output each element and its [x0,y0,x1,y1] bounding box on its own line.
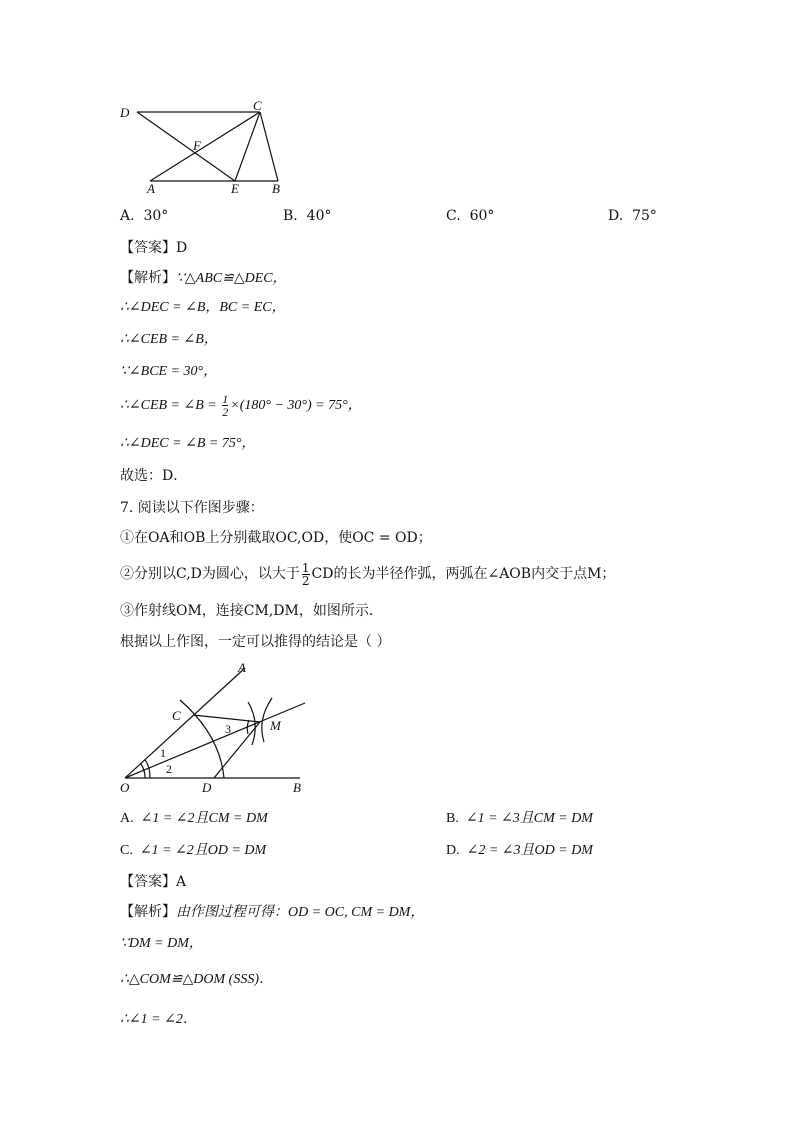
label-B: B [272,181,280,196]
figure-angle-bisector [110,660,320,798]
label-A: A [147,181,155,196]
q6-option-a[interactable]: A. 30° [120,208,169,224]
label-M: M [270,718,281,733]
label-C: C [172,708,181,723]
q6-conclusion: 故选：D． [120,468,188,484]
q6-analysis-line-5: ∴∠CEB = ∠B = $\frac{1}{2}$ ×(180° − 30°) = 75°， [120,392,362,420]
q7-question: 根据以上作图，一定可以推得的结论是（ ） [120,634,391,650]
q6-option-b[interactable]: B. 40° [283,208,332,224]
q6-analysis-line-6: ∴∠DEC = ∠B = 75°， [120,436,256,451]
figure-triangles [110,95,310,200]
q7-analysis-line-2: ∵DM = DM， [120,936,203,951]
label-D: D [120,105,130,120]
q7-analysis-line-4: ∴∠1 = ∠2． [120,1012,197,1027]
label-F: F [193,138,201,153]
label-E: E [231,181,239,196]
q7-option-b[interactable]: B. ∠1 = ∠3且CM = DM [446,811,593,826]
angle-1-label: 1 [160,746,166,760]
q7-analysis-line-1: 【解析】由作图过程可得：OD = OC, CM = DM， [120,904,425,920]
q6-option-c[interactable]: C. 60° [446,208,495,224]
q7-option-a[interactable]: A. ∠1 = ∠2且CM = DM [120,811,268,826]
q7-option-c[interactable]: C. ∠1 = ∠2且OD = DM [120,843,267,858]
q6-answer: 【答案】D [120,240,188,256]
q6-option-d[interactable]: D. 75° [608,208,657,224]
q7-step-2: ②分别以C,D为圆心，以大于 $\frac{1}{2}$ CD的长为半径作弧，两弧在∠AOB内交于点M； [120,560,616,588]
label-B: B [293,780,301,795]
q7-stem: 7. 阅读以下作图步骤： [120,500,264,516]
angle-2-label: 2 [166,762,172,776]
q7-option-d[interactable]: D. ∠2 = ∠3且OD = DM [446,843,593,858]
label-A: A [238,660,246,675]
q6-analysis-line-2: ∴∠DEC = ∠B，BC = EC， [120,300,286,315]
q6-analysis-line-3: ∴∠CEB = ∠B， [120,332,218,347]
q7-step-1: ①在OA和OB上分别截取OC,OD，使OC = OD； [120,530,432,546]
label-O: O [120,780,130,795]
q6-analysis-line-4: ∵∠BCE = 30°， [120,364,218,379]
fraction-half: $\frac{1}{2}$ [222,392,229,420]
q7-analysis-line-3: ∴△COM≌△DOM (SSS)． [120,972,273,987]
q6-analysis-line-1: 【解析】∵△ABC≌△DEC， [120,270,287,286]
fraction-half: $\frac{1}{2}$ [301,560,310,588]
q7-answer: 【答案】A [120,874,187,890]
label-C: C [253,98,262,113]
label-D: D [202,780,212,795]
q7-step-3: ③作射线OM，连接CM,DM，如图所示． [120,603,383,619]
angle-3-label: 3 [225,722,231,736]
